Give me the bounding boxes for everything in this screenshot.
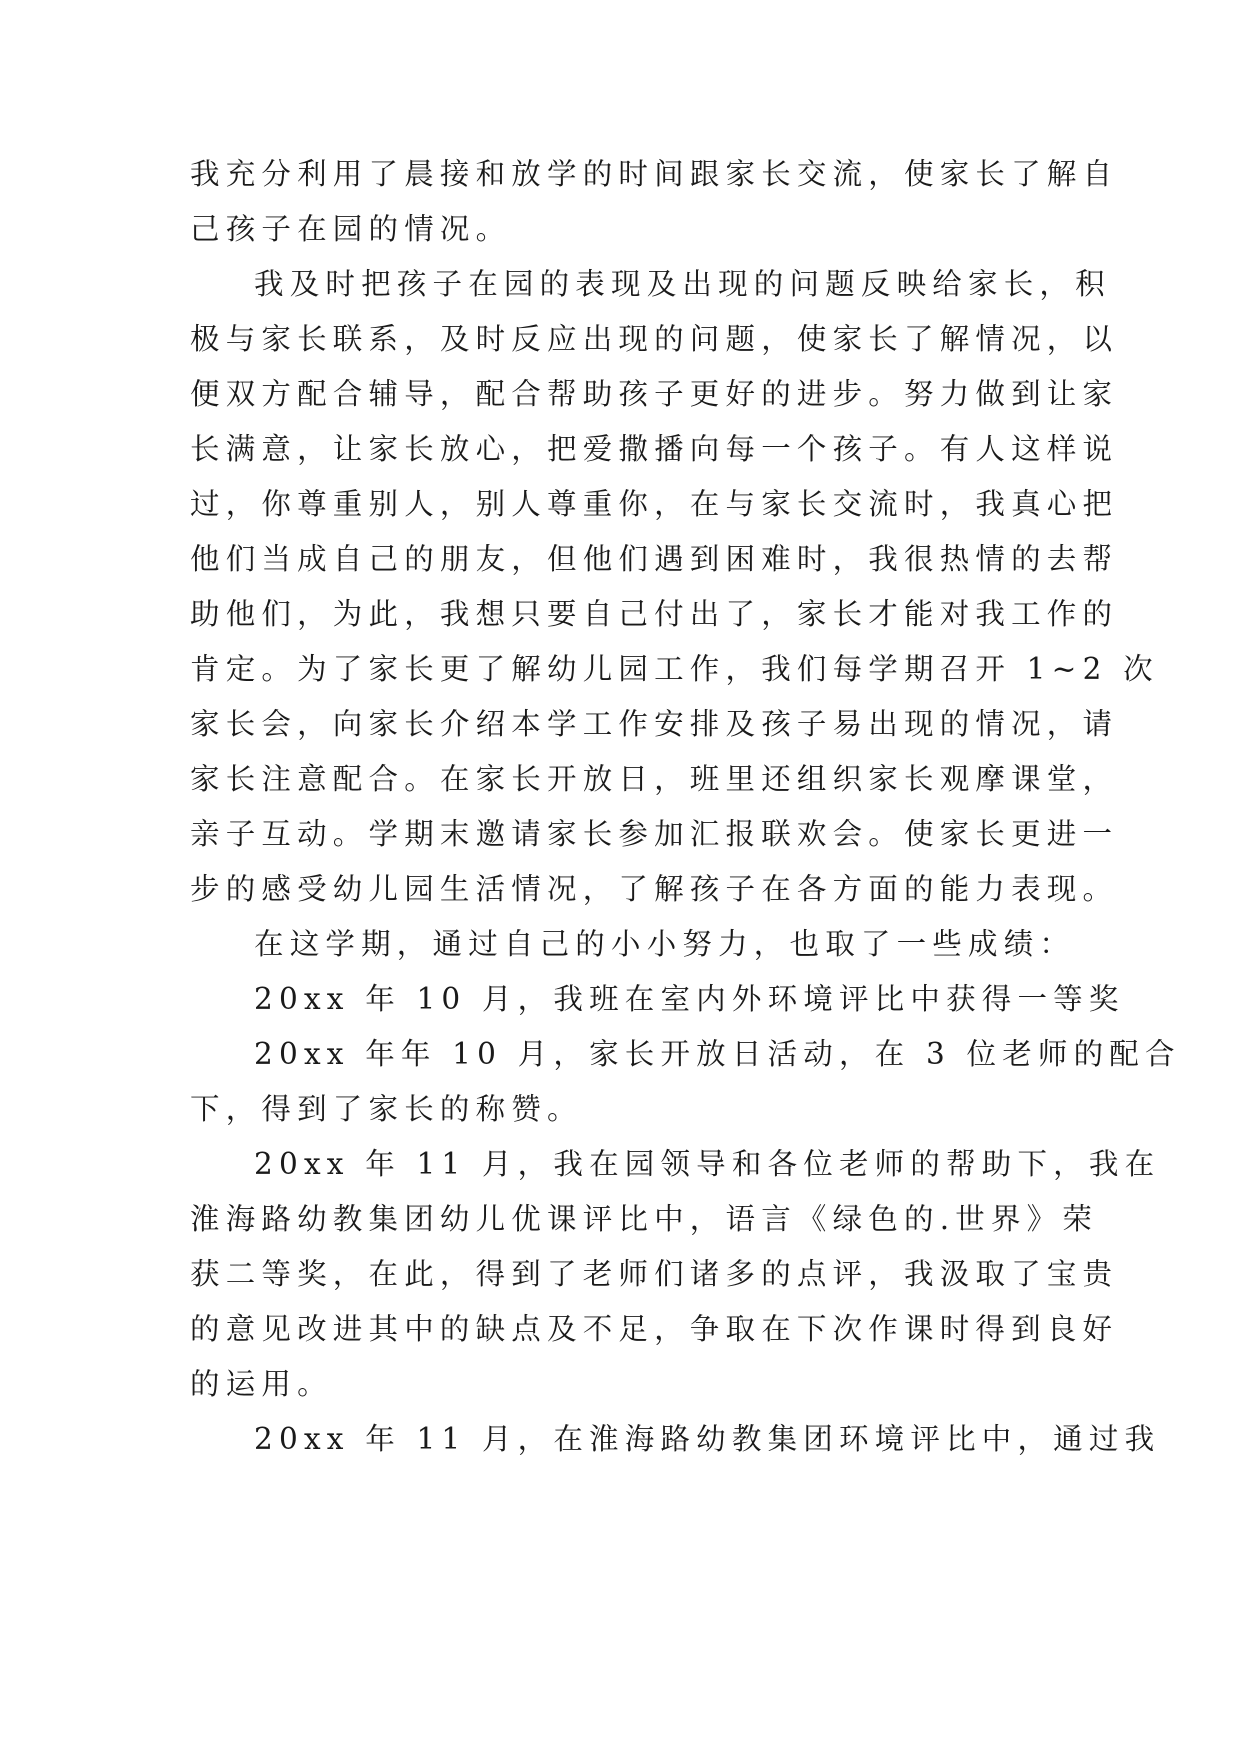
text-line: 获二等奖，在此，得到了老师们诸多的点评，我汲取了宝贵 (190, 1257, 1119, 1291)
text-line: 己孩子在园的情况。 (190, 212, 512, 246)
text-line: 他们当成自己的朋友，但他们遇到困难时，我很热情的去帮 (190, 542, 1119, 576)
text-line: 长满意，让家长放心，把爱撒播向每一个孩子。有人这样说 (190, 432, 1119, 466)
text-line: 亲子互动。学期末邀请家长参加汇报联欢会。使家长更进一 (190, 817, 1119, 851)
paragraph-first-line: 20xx 年 11 月，在淮海路幼教集团环境评比中，通过我 (254, 1422, 1161, 1456)
text-line: 过，你尊重别人，别人尊重你，在与家长交流时，我真心把 (190, 487, 1119, 521)
text-line: 便双方配合辅导，配合帮助孩子更好的进步。努力做到让家 (190, 377, 1119, 411)
paragraph-first-line: 我及时把孩子在园的表现及出现的问题反映给家长，积 (254, 267, 1111, 301)
text-line: 的运用。 (190, 1367, 333, 1401)
text-line: 步的感受幼儿园生活情况，了解孩子在各方面的能力表现。 (190, 872, 1119, 906)
text-line: 家长注意配合。在家长开放日，班里还组织家长观摩课堂， (190, 762, 1119, 796)
paragraph-first-line: 20xx 年 11 月，我在园领导和各位老师的帮助下，我在 (254, 1147, 1161, 1181)
text-line: 家长会，向家长介绍本学工作安排及孩子易出现的情况，请 (190, 707, 1119, 741)
text-line: 的意见改进其中的缺点及不足，争取在下次作课时得到良好 (190, 1312, 1119, 1346)
text-line: 肯定。为了家长更了解幼儿园工作，我们每学期召开 1~2 次 (190, 652, 1159, 686)
paragraph-first-line: 20xx 年年 10 月，家长开放日活动，在 3 位老师的配合 (254, 1037, 1181, 1071)
paragraph-first-line: 在这学期，通过自己的小小努力，也取了一些成绩： (254, 927, 1076, 961)
text-line: 极与家长联系，及时反应出现的问题，使家长了解情况，以 (190, 322, 1119, 356)
text-line: 淮海路幼教集团幼儿优课评比中，语言《绿色的.世界》荣 (190, 1202, 1099, 1236)
paragraph-first-line: 20xx 年 10 月，我班在室内外环境评比中获得一等奖 (254, 982, 1125, 1016)
text-line: 下，得到了家长的称赞。 (190, 1092, 583, 1126)
text-line: 我充分利用了晨接和放学的时间跟家长交流，使家长了解自 (190, 157, 1119, 191)
text-line: 助他们，为此，我想只要自己付出了，家长才能对我工作的 (190, 597, 1119, 631)
